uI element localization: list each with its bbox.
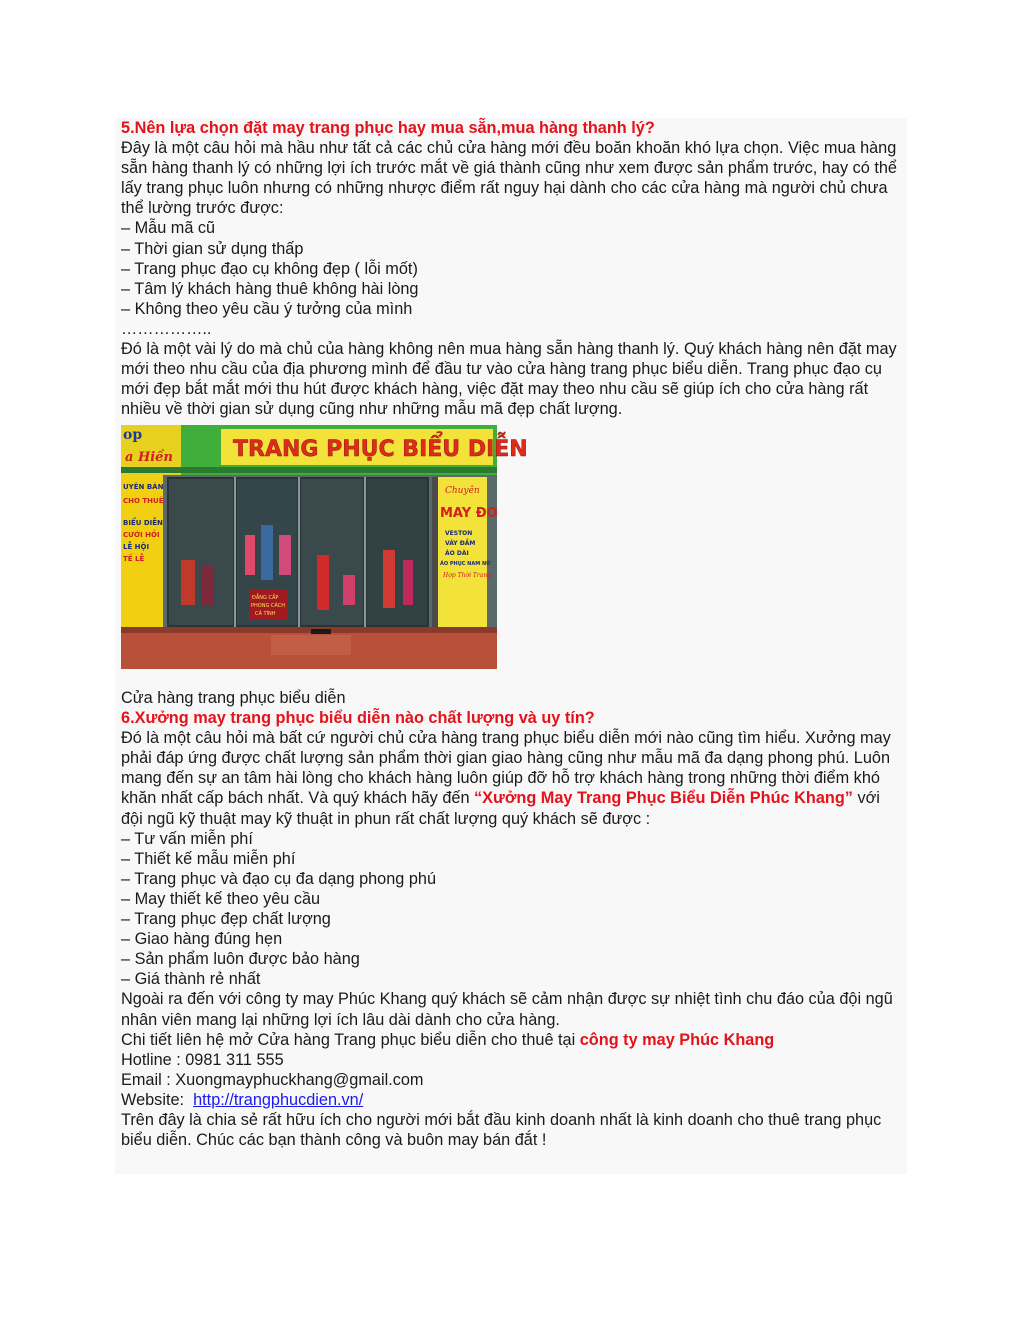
list-item: – Trang phục đẹp chất lượng [121, 910, 331, 929]
section-5-intro: Đây là một câu hỏi mà hầu như tất cả các chủ cửa hàng mới đều boăn khoăn khó lựa chọn. Việc mua hàng sẵn hàng thanh lý có những lợi ích trước mắt về giá thành cũng như xem được sản phẩm trước, hay có thể lấy trang phục luôn nhưng có những nhược điểm rất nguy hại dành cho các cửa hàng mà người chủ chưa thể lường trước được: [121, 139, 897, 218]
intro-text-end: với đội ngũ kỹ thuật may kỹ thuật in phun rất chất lượng quý khách sẽ được : [121, 789, 880, 828]
list-item: – Không theo yêu cầu ý tưởng của mình [121, 299, 413, 318]
company-name: công ty may Phúc Khang [579, 1030, 775, 1049]
ellipsis-line: …………….. [121, 319, 212, 338]
left-sign-item: BIỂU DIỄN [123, 519, 163, 527]
section-5 [121, 118, 905, 419]
list-item: – Thời gian sử dụng thấp [121, 239, 304, 258]
storefront-photo [121, 425, 528, 669]
banner-shop-script: a Hiền [125, 450, 173, 465]
section-6-number: 6 [121, 709, 131, 728]
section-5-number: 5 [121, 119, 131, 137]
list-item: – Trang phục đạo cụ không đẹp ( lỗi mốt) [121, 259, 418, 278]
right-sign-item: VÁY ĐẦM [445, 540, 476, 547]
photo-caption: Cửa hàng trang phục biểu diễn [121, 689, 346, 707]
website-line [121, 1090, 905, 1110]
right-sign-item: ÁO DÀI [445, 550, 469, 557]
right-sign-big: MAY ĐO [440, 506, 498, 521]
section-6-heading [121, 708, 905, 728]
list-item: – Thiết kế mẫu miễn phí [121, 849, 296, 868]
website-label: Website: [121, 1090, 194, 1109]
list-item: – May thiết kế theo yêu cầu [121, 889, 321, 908]
stand-sign-line: PHONG CÁCH [251, 603, 285, 609]
list-item: – Trang phục và đạo cụ đa dạng phong phú [121, 869, 437, 888]
hotline: Hotline : 0981 311 555 [121, 1050, 284, 1069]
list-item: – Mẫu mã cũ [121, 219, 216, 238]
stand-sign-line: CÁ TÍNH [255, 611, 276, 617]
list-item: – Tư vấn miễn phí [121, 829, 253, 848]
brand-name: “Xưởng May Trang Phục Biểu Diễn Phúc Khang” [474, 789, 853, 808]
stand-sign-line: ĐẲNG CẤP [252, 595, 279, 601]
left-sign-item: UYÊN BÁN [123, 483, 164, 491]
right-sign-item: VESTON [445, 530, 473, 537]
list-item: – Giao hàng đúng hẹn [121, 930, 283, 949]
section-5-title: .Nên lựa chọn đặt may trang phục hay mua sẵn,mua hàng thanh lý? [130, 119, 655, 137]
right-sign-item: ÁO PHỤC NAM NỮ [440, 561, 491, 567]
right-sign-top: Chuyên [445, 486, 480, 496]
left-sign-item: CHO THUÊ [123, 497, 164, 505]
right-sign-item: Hợp Thời Trang [443, 572, 492, 579]
list-item: – Tâm lý khách hàng thuê không hài lòng [121, 279, 419, 298]
left-sign-item: LỄ HỘI [123, 543, 150, 551]
left-sign-item: CƯỚI HỎI [123, 531, 160, 539]
section-6 [121, 688, 905, 1150]
banner-title: TRANG PHỤC BIỂU DIỄN [233, 437, 528, 462]
article-content [115, 118, 907, 1174]
left-sign-item: TẾ LỄ [123, 555, 145, 563]
closing-paragraph: Trên đây là chia sẻ rất hữu ích cho người mới bắt đầu kinh doanh nhất là kinh doanh cho thuê trang phục biểu diễn. Chúc các bạn thành công và buôn may bán đắt ! [121, 1110, 882, 1150]
intro-text: Đó là một câu hỏi mà bất cứ người chủ cửa hàng trang phục biểu diễn mới nào cũng tìm hiểu. Xưởng may phải đáp ứng được chất lượng sản phẩm thời gian giao hàng cũng như mẫu mã đa dạng phong phú. Luôn mang đến sự an tâm hài lòng cho khách hàng luôn giúp đỡ hỗ trợ khách hàng trong những thời điểm khó khăn nhất cấp bách nhất. Và quý khách hãy đến [121, 729, 891, 808]
contact-line [121, 1030, 905, 1050]
list-item: – Giá thành rẻ nhất [121, 970, 261, 989]
section-6-title: .Xưởng may trang phục biểu diễn nào chất lượng và uy tín? [130, 709, 595, 728]
section-6-intro [121, 728, 905, 828]
email: Email : Xuongmayphuckhang@gmail.com [121, 1070, 424, 1089]
website-link[interactable]: http://trangphucdien.vn/ [193, 1090, 364, 1109]
section-5-conclusion: Đó là một vài lý do mà chủ của hàng không nên mua hàng sẵn hàng thanh lý. Quý khách hàng nên đặt may mới theo nhu cầu của địa phương mình để đầu tư vào cửa hàng trang phục biểu diễn. Trang phục đạo cụ mới đẹp bắt mắt mới thu hút được khách hàng, việc đặt may theo nhu cầu sẽ giúp ích cho cửa hàng rất nhiều về thời gian sử dụng cũng như những mẫu mã đẹp chất lượng. [121, 340, 897, 419]
list-item: – Sản phẩm luôn được bảo hàng [121, 950, 360, 969]
contact-prefix: Chi tiết liên hệ mở Cửa hàng Trang phục biểu diễn cho thuê tại [121, 1030, 580, 1049]
banner-shop-prefix: op [123, 427, 143, 443]
section-6-outro: Ngoài ra đến với công ty may Phúc Khang quý khách sẽ cảm nhận được sự nhiệt tình chu đáo của đội ngũ nhân viên mang lại những lợi ích lâu dài dành cho cửa hàng. [121, 990, 893, 1029]
section-5-heading [121, 118, 905, 138]
